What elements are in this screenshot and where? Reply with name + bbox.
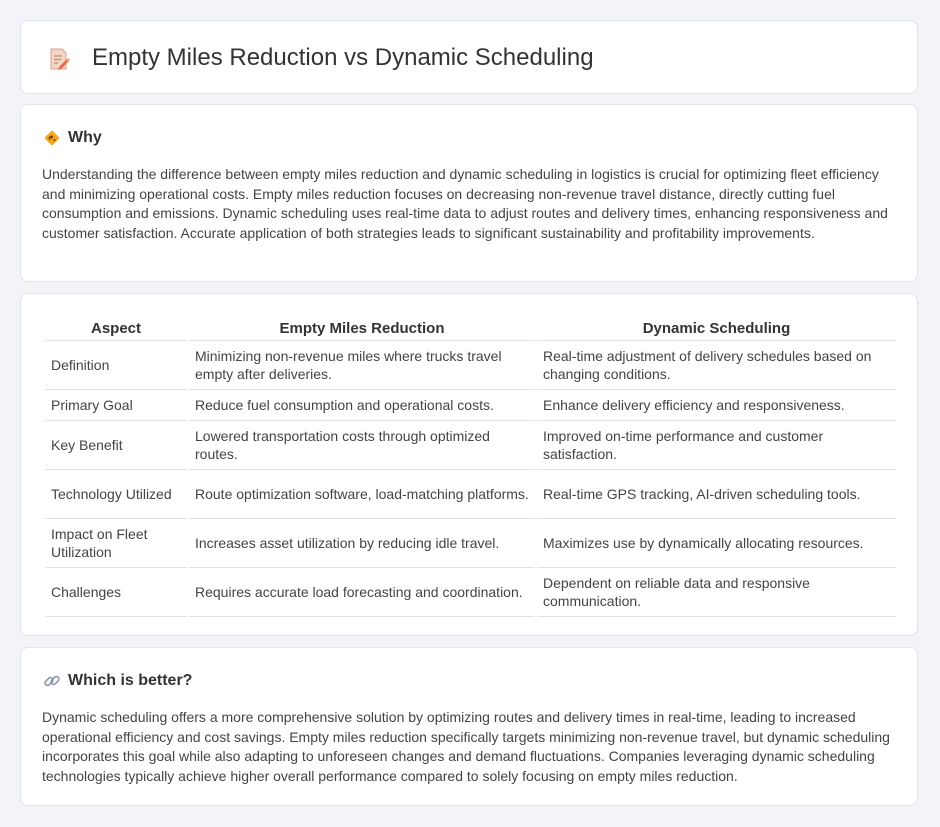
row-dynamic: Dependent on reliable data and responsive communication. bbox=[537, 568, 896, 617]
comparison-table bbox=[43, 316, 898, 617]
row-dynamic: Maximizes use by dynamically allocating resources. bbox=[537, 519, 896, 568]
better-title: Which is better? bbox=[68, 672, 193, 689]
why-heading bbox=[43, 129, 102, 147]
row-empty-miles: Minimizing non-revenue miles where trucks travel empty after deliveries. bbox=[189, 341, 535, 390]
better-heading bbox=[43, 672, 192, 690]
row-aspect: Key Benefit bbox=[45, 421, 187, 470]
comparison-section bbox=[20, 293, 918, 636]
table-header-row bbox=[45, 316, 896, 341]
row-dynamic: Real-time adjustment of delivery schedules based on changing conditions. bbox=[537, 341, 896, 390]
row-empty-miles: Reduce fuel consumption and operational costs. bbox=[189, 390, 535, 421]
row-dynamic: Enhance delivery efficiency and responsiveness. bbox=[537, 390, 896, 421]
table-row bbox=[45, 421, 896, 470]
header-card bbox=[20, 20, 918, 94]
which-is-better-section bbox=[20, 647, 918, 806]
row-aspect: Impact on Fleet Utilization bbox=[45, 519, 187, 568]
document-pencil-icon bbox=[47, 47, 71, 71]
why-section bbox=[20, 104, 918, 282]
road-sign-icon bbox=[43, 129, 61, 147]
row-empty-miles: Route optimization software, load-matching platforms. bbox=[189, 470, 535, 519]
row-aspect: Primary Goal bbox=[45, 390, 187, 421]
row-empty-miles: Requires accurate load forecasting and coordination. bbox=[189, 568, 535, 617]
table-row bbox=[45, 568, 896, 617]
header-empty-miles-reduction: Empty Miles Reduction bbox=[189, 316, 535, 341]
why-text: Understanding the difference between empty miles reduction and dynamic scheduling in logistics is crucial for optimizing fleet efficiency and minimizing operational costs. Empty miles reduction focuses on decreasing non-revenue travel distance, directly cutting fuel consumption and emissions. Dynamic scheduling uses real-time data to adjust routes and delivery times, enhancing responsiveness and customer satisfaction. Accurate application of both strategies leads to significant sustainability and profitability improvements. bbox=[42, 166, 888, 242]
row-dynamic: Real-time GPS tracking, AI-driven scheduling tools. bbox=[537, 470, 896, 519]
table-row bbox=[45, 341, 896, 390]
row-aspect: Technology Utilized bbox=[45, 470, 187, 519]
link-icon bbox=[43, 672, 61, 690]
better-text: Dynamic scheduling offers a more comprehensive solution by optimizing routes and delivery times in real-time, leading to increased operational efficiency and cost savings. Empty miles reduction specifically targets minimizing non-revenue travel, but dynamic scheduling incorporates this goal while also adapting to unforeseen changes and demand fluctuations. Companies leveraging dynamic scheduling technologies typically achieve higher overall performance compared to solely focusing on empty miles reduction. bbox=[42, 709, 890, 785]
header-dynamic-scheduling: Dynamic Scheduling bbox=[537, 316, 896, 341]
table-row bbox=[45, 519, 896, 568]
row-empty-miles: Lowered transportation costs through optimized routes. bbox=[189, 421, 535, 470]
row-aspect: Challenges bbox=[45, 568, 187, 617]
table-row bbox=[45, 470, 896, 519]
row-aspect: Definition bbox=[45, 341, 187, 390]
page-title: Empty Miles Reduction vs Dynamic Scheduling bbox=[92, 44, 594, 71]
row-dynamic: Improved on-time performance and customer satisfaction. bbox=[537, 421, 896, 470]
row-empty-miles: Increases asset utilization by reducing idle travel. bbox=[189, 519, 535, 568]
table-row bbox=[45, 390, 896, 421]
why-title: Why bbox=[68, 129, 102, 146]
header-aspect: Aspect bbox=[45, 316, 187, 341]
